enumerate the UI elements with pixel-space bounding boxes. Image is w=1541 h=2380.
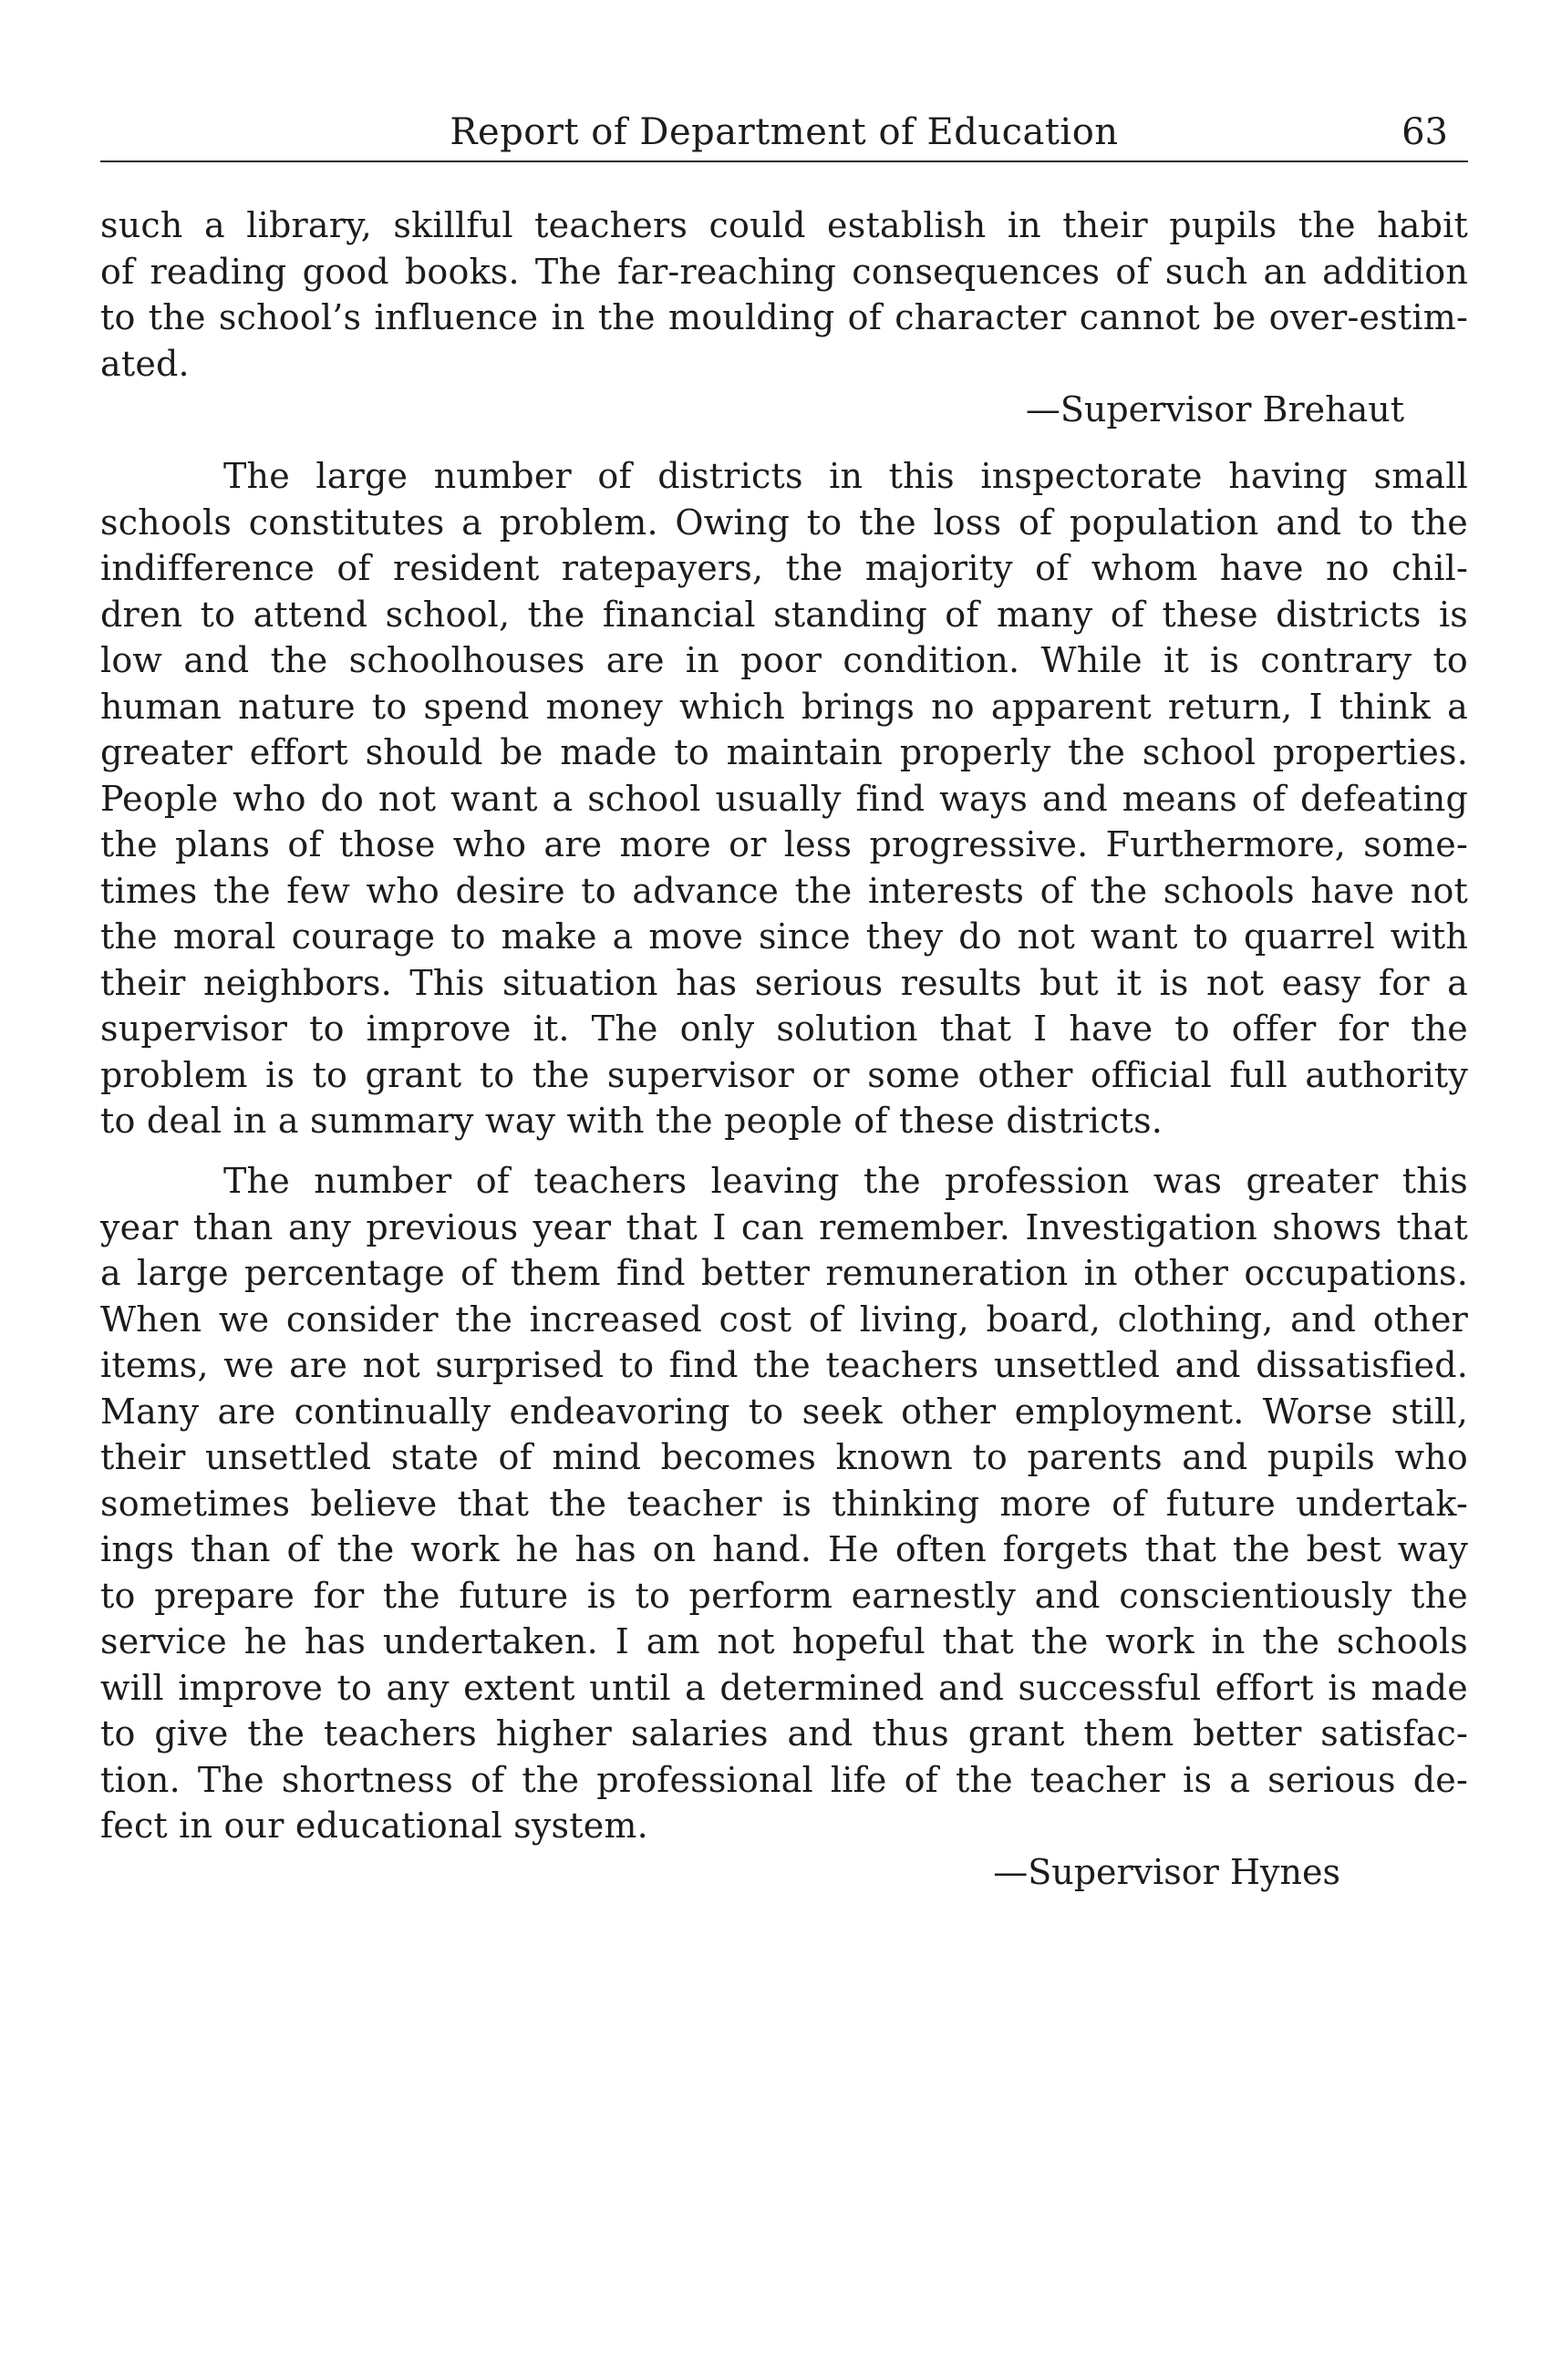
text-line: Many are continually endeavoring to seek other employment. Worse still,	[100, 1391, 1468, 1432]
text-line: times the few who desire to advance the interests of the schools have not	[100, 870, 1468, 911]
text-line: People who do not want a school usually find ways and means of defeating	[100, 778, 1468, 819]
text-line: to prepare for the future is to perform earnestly and conscientiously the	[100, 1575, 1468, 1616]
text-line: The large number of districts in this inspectorate having small	[223, 456, 1468, 496]
text-line: the plans of those who are more or less progressive. Furthermore, some-	[100, 824, 1468, 864]
text-line: year than any previous year that I can remember. Investigation shows that	[100, 1206, 1468, 1247]
text-line: The number of teachers leaving the profession was greater this	[223, 1161, 1468, 1201]
text-line: of reading good books. The far-reaching consequences of such an addition	[100, 251, 1468, 292]
paragraph-small-schools	[100, 453, 1468, 1144]
text-line: their neighbors. This situation has serious results but it is not easy for a	[100, 962, 1468, 1003]
paragraph-library-continuation	[100, 202, 1468, 433]
running-head-title: Report of Department of Education	[450, 111, 1119, 153]
text-line: a large percentage of them find better remuneration in other occupations.	[100, 1253, 1468, 1293]
text-line: ated.	[100, 343, 190, 384]
text-line: to deal in a summary way with the people of these districts.	[100, 1101, 1164, 1141]
running-header	[100, 108, 1468, 162]
text-line: fect in our educational system.	[100, 1806, 648, 1846]
text-line: items, we are not surprised to find the teachers unsettled and dissatisfied.	[100, 1345, 1468, 1385]
text-line: service he has undertaken. I am not hopeful that the work in the schools	[100, 1621, 1468, 1661]
page-number: 63	[1401, 111, 1448, 153]
header-rule	[100, 160, 1468, 162]
text-line: to give the teachers higher salaries and thus grant them better satisfac-	[100, 1713, 1468, 1754]
text-line: greater effort should be made to maintain properly the school properties.	[100, 732, 1468, 772]
text-line: indifference of resident ratepayers, the majority of whom have no chil-	[100, 548, 1468, 588]
text-line: such a library, skillful teachers could establish in their pupils the habit	[100, 205, 1468, 245]
text-line: tion. The shortness of the professional life of the teacher is a serious de-	[100, 1759, 1468, 1800]
text-line: problem is to grant to the supervisor or some other official full authority	[100, 1054, 1468, 1095]
text-line: will improve to any extent until a determined and successful effort is made	[100, 1667, 1468, 1708]
text-line: sometimes believe that the teacher is thinking more of future undertak-	[100, 1483, 1468, 1524]
text-line: the moral courage to make a move since they do not want to quarrel with	[100, 916, 1468, 957]
text-line: When we consider the increased cost of living, board, clothing, and other	[100, 1299, 1468, 1340]
text-line: to the school’s influence in the moulding of character cannot be over-estim-	[100, 297, 1468, 337]
text-line: ings than of the work he has on hand. He often forgets that the best way	[100, 1529, 1468, 1569]
signature-brehaut: —Supervisor Brehaut	[1025, 389, 1404, 429]
text-line: their unsettled state of mind becomes known to parents and pupils who	[100, 1437, 1468, 1477]
text-line: schools constitutes a problem. Owing to the loss of population and to the	[100, 502, 1468, 543]
text-line: low and the schoolhouses are in poor condition. While it is contrary to	[100, 640, 1468, 680]
signature-hynes: —Supervisor Hynes	[993, 1851, 1340, 1892]
text-line: dren to attend school, the financial standing of many of these districts is	[100, 594, 1468, 635]
text-line: human nature to spend money which brings no apparent return, I think a	[100, 686, 1468, 727]
text-line: supervisor to improve it. The only solution that I have to offer for the	[100, 1009, 1468, 1049]
paragraph-teachers-leaving	[100, 1158, 1468, 1895]
